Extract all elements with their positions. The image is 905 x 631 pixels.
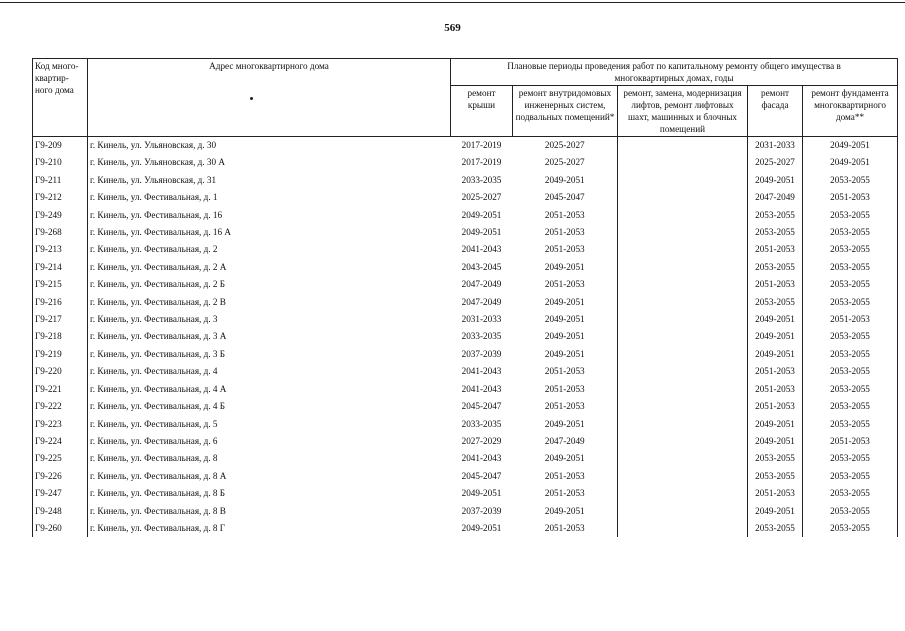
cell-foundation: 2053-2055 [803, 172, 898, 189]
cell-facade: 2051-2053 [748, 485, 803, 502]
cell-systems: 2047-2049 [544, 435, 585, 446]
header-row-1 [33, 59, 898, 86]
cell-address: г. Кинель, ул. Фестивальная, д. 8 [88, 450, 451, 467]
table-row [33, 189, 898, 206]
cell-elevators [618, 259, 748, 276]
cell-facade: 2049-2051 [748, 311, 803, 328]
cell-elevators [618, 433, 748, 450]
table-row [33, 137, 898, 155]
cell-systems: 2049-2051 [544, 505, 585, 516]
cell-code: Г9-215 [33, 276, 88, 293]
cell-elevators [618, 137, 748, 155]
cell-elevators [618, 468, 748, 485]
cell-foundation: 2053-2055 [803, 363, 898, 380]
table-row [33, 450, 898, 467]
cell-foundation: 2051-2053 [803, 189, 898, 206]
cell-code: Г9-220 [33, 363, 88, 380]
cell-foundation: 2053-2055 [803, 485, 898, 502]
cell-roof: 2045-2047 [461, 401, 502, 412]
table-row [33, 224, 898, 241]
cell-roof: 2049-2051 [461, 522, 502, 533]
header-periods: Плановые периоды проведения работ по капитальному ремонту общего имущества в многоквартирных домах, годы [451, 59, 898, 86]
cell-address: г. Кинель, ул. Фестивальная, д. 4 Б [88, 398, 451, 415]
cell-foundation: 2049-2051 [803, 154, 898, 171]
table-row [33, 294, 898, 311]
cell-address: г. Кинель, ул. Фестивальная, д. 4 А [88, 381, 451, 398]
cell-facade: 2051-2053 [748, 276, 803, 293]
cell-code: Г9-212 [33, 189, 88, 206]
cell-systems: 2051-2053 [544, 279, 585, 290]
cell-roof: 2027-2029 [461, 435, 502, 446]
cell-roof: 2041-2043 [461, 244, 502, 255]
cell-systems: 2051-2053 [544, 488, 585, 499]
cell-systems: 2025-2027 [513, 137, 618, 155]
cell-code: Г9-247 [33, 485, 88, 502]
cell-systems: 2049-2051 [544, 453, 585, 464]
cell-roof: 2017-2019 [461, 157, 502, 168]
header-facade: ремонт фасада [748, 86, 803, 137]
cell-facade: 2051-2053 [748, 398, 803, 415]
cell-roof: 2045-2047 [461, 470, 502, 481]
cell-facade: 2049-2051 [748, 346, 803, 363]
cell-foundation: 2053-2055 [803, 520, 898, 537]
cell-elevators [618, 485, 748, 502]
cell-code: Г9-226 [33, 468, 88, 485]
cell-roof: 2041-2043 [461, 453, 502, 464]
table-row [33, 381, 898, 398]
cell-facade: 2053-2055 [748, 259, 803, 276]
cell-elevators [618, 363, 748, 380]
cell-address: г. Кинель, ул. Фестивальная, д. 2 А [88, 259, 451, 276]
cell-facade: 2031-2033 [748, 137, 803, 155]
cell-address: г. Кинель, ул. Фестивальная, д. 2 В [88, 294, 451, 311]
cell-foundation: 2051-2053 [803, 311, 898, 328]
cell-foundation: 2053-2055 [803, 241, 898, 258]
cell-systems: 2051-2053 [544, 244, 585, 255]
cell-roof: 2049-2051 [461, 488, 502, 499]
cell-facade: 2053-2055 [748, 520, 803, 537]
table-row [33, 172, 898, 189]
cell-roof: 2025-2027 [461, 192, 502, 203]
cell-elevators [618, 154, 748, 171]
cell-foundation: 2053-2055 [803, 276, 898, 293]
cell-facade: 2049-2051 [748, 416, 803, 433]
cell-elevators [618, 398, 748, 415]
cell-foundation: 2053-2055 [803, 468, 898, 485]
cell-roof: 2049-2051 [461, 227, 502, 238]
cell-code: Г9-219 [33, 346, 88, 363]
table-row [33, 259, 898, 276]
cell-foundation: 2053-2055 [803, 416, 898, 433]
table-row [33, 207, 898, 224]
cell-code: Г9-216 [33, 294, 88, 311]
cell-systems: 2045-2047 [544, 192, 585, 203]
cell-elevators [618, 520, 748, 537]
table-row [33, 520, 898, 537]
cell-systems: 2049-2051 [544, 314, 585, 325]
repair-schedule-table [32, 58, 898, 537]
cell-code: Г9-223 [33, 416, 88, 433]
cell-elevators [618, 328, 748, 345]
cell-facade: 2053-2055 [748, 207, 803, 224]
cell-systems: 2051-2053 [544, 401, 585, 412]
cell-code: Г9-210 [33, 154, 88, 171]
cell-address: г. Кинель, ул. Фестивальная, д. 16 А [88, 224, 451, 241]
cell-address: г. Кинель, ул. Фестивальная, д. 8 В [88, 503, 451, 520]
cell-elevators [618, 276, 748, 293]
cell-facade: 2051-2053 [748, 363, 803, 380]
cell-elevators [618, 416, 748, 433]
cell-foundation: 2053-2055 [803, 259, 898, 276]
cell-code: Г9-224 [33, 433, 88, 450]
cell-elevators [618, 207, 748, 224]
cell-elevators [618, 311, 748, 328]
cell-roof: 2037-2039 [461, 505, 502, 516]
cell-systems: 2051-2053 [544, 522, 585, 533]
cell-facade: 2053-2055 [748, 468, 803, 485]
cell-code: Г9-249 [33, 207, 88, 224]
cell-foundation: 2053-2055 [803, 503, 898, 520]
table-row [33, 311, 898, 328]
cell-code: Г9-218 [33, 328, 88, 345]
cell-elevators [618, 224, 748, 241]
cell-facade: 2051-2053 [748, 381, 803, 398]
cell-roof: 2017-2019 [451, 137, 513, 155]
table-row [33, 433, 898, 450]
cell-systems: 2025-2027 [544, 157, 585, 168]
table-row [33, 468, 898, 485]
cell-systems: 2051-2053 [544, 366, 585, 377]
table-row [33, 276, 898, 293]
header-elevators: ремонт, замена, модернизация лифтов, ремонт лифтовых шахт, машинных и блочных помещений [618, 86, 748, 137]
cell-elevators [618, 450, 748, 467]
table-row [33, 346, 898, 363]
cell-foundation: 2053-2055 [803, 207, 898, 224]
cell-code: Г9-221 [33, 381, 88, 398]
page-number: 569 [444, 22, 461, 34]
scan-dot [250, 97, 253, 100]
cell-facade: 2025-2027 [748, 154, 803, 171]
table-row [33, 328, 898, 345]
cell-address: г. Кинель, ул. Фестивальная, д. 6 [88, 433, 451, 450]
table-row [33, 503, 898, 520]
table-row [33, 154, 898, 171]
cell-foundation: 2053-2055 [803, 224, 898, 241]
cell-address: г. Кинель, ул. Фестивальная, д. 3 Б [88, 346, 451, 363]
table-row [33, 241, 898, 258]
cell-address: г. Кинель, ул. Фестивальная, д. 1 [88, 189, 451, 206]
cell-roof: 2033-2035 [461, 331, 502, 342]
cell-address: г. Кинель, ул. Ульяновская, д. 31 [88, 172, 451, 189]
cell-systems: 2049-2051 [544, 174, 585, 185]
cell-systems: 2049-2051 [544, 348, 585, 359]
table-row [33, 416, 898, 433]
cell-elevators [618, 189, 748, 206]
cell-systems: 2051-2053 [544, 227, 585, 238]
cell-facade: 2047-2049 [748, 189, 803, 206]
cell-elevators [618, 241, 748, 258]
cell-foundation: 2051-2053 [803, 433, 898, 450]
cell-systems: 2051-2053 [544, 470, 585, 481]
header-systems: ремонт внутридомовых инженерных систем, подвальных помещений* [513, 86, 618, 137]
cell-systems: 2049-2051 [544, 261, 585, 272]
cell-facade: 2053-2055 [748, 294, 803, 311]
cell-systems: 2051-2053 [544, 383, 585, 394]
cell-roof: 2047-2049 [461, 279, 502, 290]
cell-code: Г9-213 [33, 241, 88, 258]
cell-address: г. Кинель, ул. Ульяновская, д. 30 А [88, 154, 451, 171]
header-foundation: ремонт фундамента многоквартирного дома** [803, 86, 898, 137]
cell-roof: 2033-2035 [461, 418, 502, 429]
cell-roof: 2031-2033 [461, 314, 502, 325]
cell-elevators [618, 172, 748, 189]
cell-code: Г9-214 [33, 259, 88, 276]
header-address-label: Адрес многоквартирного дома [209, 61, 329, 71]
header-code: Код много-квартир-ного дома [33, 59, 88, 137]
cell-facade: 2049-2051 [748, 503, 803, 520]
table-body [33, 137, 898, 538]
cell-address: г. Кинель, ул. Фестивальная, д. 8 Б [88, 485, 451, 502]
cell-address: г. Кинель, ул. Фестивальная, д. 16 [88, 207, 451, 224]
table-row [33, 363, 898, 380]
cell-elevators [618, 346, 748, 363]
cell-address: г. Кинель, ул. Фестивальная, д. 3 А [88, 328, 451, 345]
cell-address: г. Кинель, ул. Фестивальная, д. 2 [88, 241, 451, 258]
cell-foundation: 2053-2055 [803, 346, 898, 363]
cell-systems: 2049-2051 [544, 331, 585, 342]
cell-foundation: 2053-2055 [803, 328, 898, 345]
cell-address: г. Кинель, ул. Фестивальная, д. 8 Г [88, 520, 451, 537]
cell-address: г. Кинель, ул. Ульяновская, д. 30 [88, 137, 451, 155]
cell-roof: 2041-2043 [461, 383, 502, 394]
cell-roof: 2033-2035 [461, 174, 502, 185]
header-roof: ремонт крыши [451, 86, 513, 137]
cell-facade: 2049-2051 [748, 328, 803, 345]
table-row [33, 398, 898, 415]
cell-elevators [618, 503, 748, 520]
cell-address: г. Кинель, ул. Фестивальная, д. 8 А [88, 468, 451, 485]
cell-code: Г9-268 [33, 224, 88, 241]
cell-address: г. Кинель, ул. Фестивальная, д. 4 [88, 363, 451, 380]
cell-code: Г9-222 [33, 398, 88, 415]
cell-elevators [618, 381, 748, 398]
cell-foundation: 2049-2051 [803, 137, 898, 155]
cell-foundation: 2053-2055 [803, 381, 898, 398]
cell-roof: 2043-2045 [461, 261, 502, 272]
cell-address: г. Кинель, ул. Фестивальная, д. 3 [88, 311, 451, 328]
cell-roof: 2037-2039 [461, 348, 502, 359]
cell-facade: 2049-2051 [748, 433, 803, 450]
cell-facade: 2053-2055 [748, 224, 803, 241]
top-border-line [0, 2, 905, 3]
cell-address: г. Кинель, ул. Фестивальная, д. 2 Б [88, 276, 451, 293]
cell-foundation: 2053-2055 [803, 450, 898, 467]
cell-elevators [618, 294, 748, 311]
cell-code: Г9-209 [33, 137, 88, 155]
cell-systems: 2051-2053 [544, 209, 585, 220]
cell-facade: 2051-2053 [748, 241, 803, 258]
cell-foundation: 2053-2055 [803, 398, 898, 415]
table-row [33, 485, 898, 502]
cell-code: Г9-217 [33, 311, 88, 328]
cell-code: Г9-225 [33, 450, 88, 467]
cell-code: Г9-211 [33, 172, 88, 189]
cell-facade: 2053-2055 [748, 450, 803, 467]
cell-roof: 2041-2043 [461, 366, 502, 377]
cell-systems: 2049-2051 [544, 296, 585, 307]
cell-roof: 2049-2051 [461, 209, 502, 220]
header-address [88, 59, 451, 137]
cell-facade: 2049-2051 [748, 172, 803, 189]
cell-foundation: 2053-2055 [803, 294, 898, 311]
cell-roof: 2047-2049 [461, 296, 502, 307]
cell-code: Г9-248 [33, 503, 88, 520]
cell-address: г. Кинель, ул. Фестивальная, д. 5 [88, 416, 451, 433]
cell-systems: 2049-2051 [544, 418, 585, 429]
cell-code: Г9-260 [33, 520, 88, 537]
